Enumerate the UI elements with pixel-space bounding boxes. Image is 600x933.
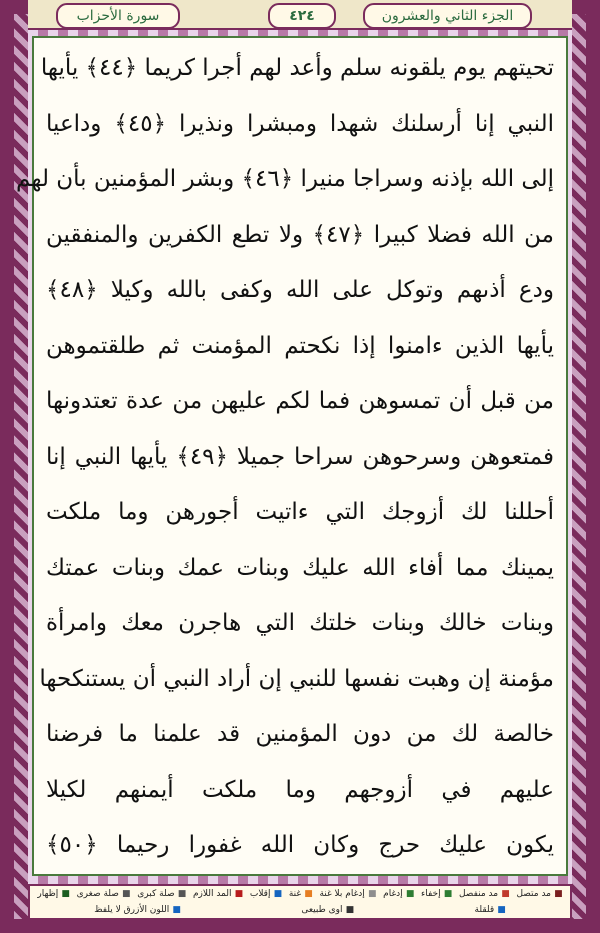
verse-line: أحللنا لك أزوجك التي ءاتيت أجورهن وما ملكت — [46, 499, 554, 525]
legend-swatch: ■ — [551, 889, 563, 899]
legend-label: مد منفصل — [458, 889, 499, 899]
legend-label: المد اللازم — [192, 889, 232, 899]
legend-swatch: ■ — [364, 889, 377, 899]
verse-line: ودع أذىهم وتوكل على الله وكفى بالله وكيلا ﴿٤٨﴾ — [46, 277, 554, 303]
legend-swatch: ■ — [494, 905, 506, 915]
legend-swatch: ■ — [440, 889, 453, 899]
juz-label: الجزء الثاني والعشرون — [363, 3, 532, 29]
legend-label: غنة — [288, 889, 302, 899]
verse-line: فمتعوهن وسرحوهن سراحا جميلا ﴿٤٩﴾ يأيها النبي إنا — [46, 443, 554, 470]
legend-item — [513, 889, 565, 899]
legend-label: صلة صغرى — [76, 889, 119, 899]
legend-swatch: ■ — [498, 889, 510, 899]
legend-label: اللون الأزرق لا يلفظ — [94, 905, 170, 915]
legend-label: إدغام — [383, 889, 403, 899]
legend-label: إدغام بلا غنة — [319, 889, 365, 899]
legend-item — [418, 889, 455, 899]
legend-label: مد متصل — [516, 889, 552, 899]
verse-line: يمينك مما أفاء الله عليك وبنات عمك وبنات عمتك — [46, 554, 554, 581]
legend-label: إظهار — [37, 889, 59, 899]
legend-swatch: ■ — [169, 905, 181, 915]
legend-item — [286, 889, 316, 899]
legend-label: قلقلة — [474, 905, 495, 915]
legend-swatch: ■ — [301, 889, 313, 899]
legend-swatch: ■ — [402, 889, 415, 899]
legend-label: اوى طبيعى — [301, 905, 343, 915]
legend-item — [472, 905, 509, 915]
legend-item — [247, 889, 285, 899]
verse-line: يأيها الذين ءامنوا إذا نكحتم المؤمنت ثم طلقتموهن — [46, 332, 554, 359]
legend-item — [190, 889, 246, 899]
legend-item — [34, 889, 73, 899]
legend-swatch: ■ — [270, 889, 283, 899]
verse-line: النبي إنا أرسلنك شهدا ومبشرا ونذيرا ﴿٤٥﴾ وداعيا — [46, 110, 555, 137]
verse-line: عليهم في أزوجهم وما ملكت أيمنهم لكيلا — [46, 776, 554, 803]
legend-label: إخفاء — [421, 889, 441, 899]
legend-item — [316, 889, 379, 899]
legend-label: إقلاب — [249, 889, 271, 899]
verse-line: تحيتهم يوم يلقونه سلم وأعد لهم أجرا كريما ﴿٤٤﴾ يأيها — [40, 55, 554, 81]
verse-line: وبنات خالك وبنات خلتك التي هاجرن معك وامرأة — [46, 610, 554, 636]
legend-swatch: ■ — [342, 905, 355, 915]
verse-line: مؤمنة إن وهبت نفسها للنبي إن أراد النبي أن يستنكحها — [39, 665, 554, 692]
legend-item — [380, 889, 417, 899]
legend-item — [298, 905, 357, 915]
legend-label: صلة كبرى — [137, 889, 175, 899]
verse-line: من قبل أن تمسوهن فما لكم عليهن من عدة تعتدونها — [46, 388, 554, 414]
legend-item — [456, 889, 513, 899]
legend-swatch: ■ — [58, 889, 70, 899]
verse-line: خالصة لك من دون المؤمنين قد علمنا ما فرضنا — [46, 721, 554, 747]
verse-line: من الله فضلا كبيرا ﴿٤٧﴾ ولا تطع الكفرين والمنفقين — [46, 221, 554, 248]
verse-line: إلى الله بإذنه وسراجا منيرا ﴿٤٦﴾ وبشر المؤمنين بأن لهم — [16, 166, 554, 192]
surah-name: سورة الأحزاب — [56, 3, 180, 29]
legend-swatch: ■ — [231, 889, 244, 899]
legend-item — [74, 889, 134, 899]
legend-swatch: ■ — [118, 889, 131, 899]
verse-line: يكون عليك حرج وكان الله غفورا رحيما ﴿٥٠﴾ — [46, 832, 554, 858]
page-number: ٤٢٤ — [268, 3, 336, 29]
legend-item — [134, 889, 189, 899]
legend-item — [91, 905, 184, 915]
tajweed-legend — [28, 884, 572, 920]
text-frame — [16, 36, 568, 876]
legend-swatch: ■ — [174, 889, 187, 899]
